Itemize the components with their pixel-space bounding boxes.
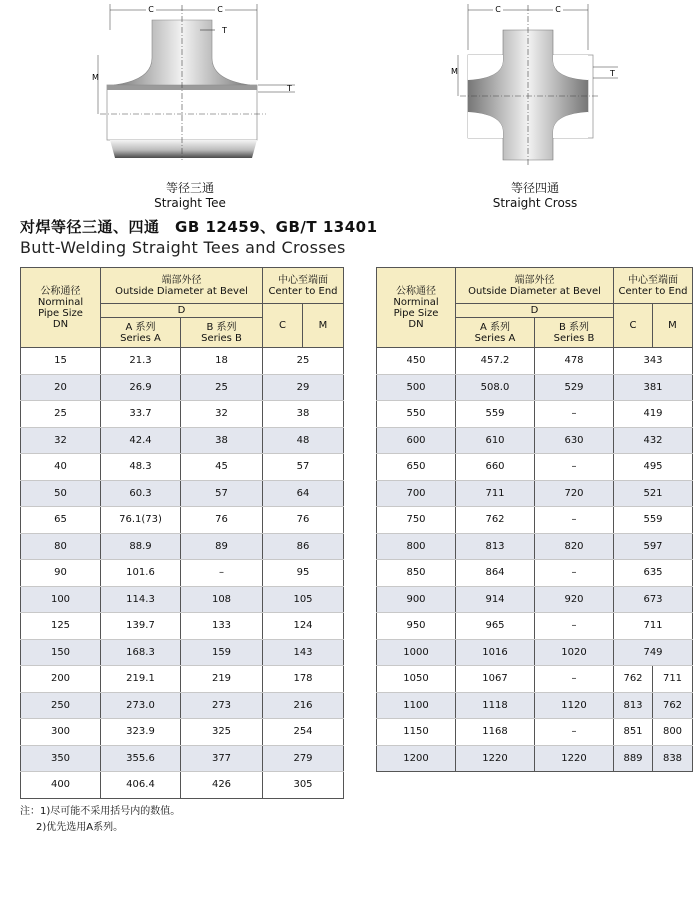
cell-c: 813 [614, 692, 653, 719]
cross-caption [475, 181, 595, 211]
cell-dn: 450 [377, 348, 456, 375]
dn-header [377, 268, 456, 348]
cell-series-a: 33.7 [101, 401, 181, 428]
ce-header-cn: 中心至端面 [278, 274, 328, 286]
cell-dn: 500 [377, 374, 456, 401]
c-header: C [614, 304, 653, 348]
cross-label-m: M [451, 67, 458, 76]
cell-c-m: 343 [614, 348, 693, 375]
cell-dn: 950 [377, 613, 456, 640]
ce-header [263, 268, 344, 304]
od-header-en: Outside Diameter at Bevel [468, 285, 601, 297]
ce-header-en: Center to End [268, 285, 338, 297]
cell-series-a: 660 [456, 454, 535, 481]
tee-label-c1: C [148, 5, 154, 14]
cell-series-b: – [535, 613, 614, 640]
cell-series-b: 38 [181, 427, 263, 454]
cross-label-t: T [610, 69, 615, 78]
cell-series-a: 406.4 [101, 772, 181, 799]
cell-series-a: 559 [456, 401, 535, 428]
right-dimension-table [376, 267, 693, 772]
table-row [21, 454, 344, 481]
table-row [377, 692, 693, 719]
cell-series-a: 457.2 [456, 348, 535, 375]
series-a-en: Series A [474, 332, 516, 344]
cell-dn: 32 [21, 427, 101, 454]
cell-dn: 300 [21, 719, 101, 746]
cell-series-b: 133 [181, 613, 263, 640]
cell-c-m: 76 [263, 507, 344, 534]
series-b-cn: B 系列 [558, 321, 590, 333]
straight-cross-drawing [448, 0, 623, 170]
series-a-header [456, 318, 535, 348]
cell-series-b: – [181, 560, 263, 587]
cell-series-b: – [535, 454, 614, 481]
table-row [21, 772, 344, 799]
cross-label-c1: C [495, 5, 501, 14]
tee-caption [130, 181, 250, 211]
cell-series-a: 1220 [456, 745, 535, 772]
cell-c-m: 749 [614, 639, 693, 666]
note-1: 注：1)尽可能不采用括号内的数值。 [20, 806, 181, 817]
tee-label-t2: T [287, 84, 292, 93]
od-header [101, 268, 263, 304]
notes [20, 804, 180, 836]
cell-series-a: 60.3 [101, 480, 181, 507]
series-a-en: Series A [120, 332, 161, 344]
title-cn: 对焊等径三通、四通 GB 12459、GB/T 13401 [20, 218, 378, 236]
cell-series-b: 18 [181, 348, 263, 375]
cell-series-b: – [535, 507, 614, 534]
table-row [21, 533, 344, 560]
table-row [21, 348, 344, 375]
table-row [21, 666, 344, 693]
cell-c-m: 216 [263, 692, 344, 719]
od-header-cn: 端部外径 [514, 274, 555, 286]
cell-series-b: 159 [181, 639, 263, 666]
series-b-en: Series B [553, 332, 595, 344]
cell-series-b: – [535, 666, 614, 693]
cell-series-a: 508.0 [456, 374, 535, 401]
cell-c-m: 178 [263, 666, 344, 693]
table-row [21, 692, 344, 719]
cell-series-a: 139.7 [101, 613, 181, 640]
dn-header-en2: Pipe Size [393, 307, 439, 319]
cell-series-a: 355.6 [101, 745, 181, 772]
cell-dn: 800 [377, 533, 456, 560]
cell-c-m: 38 [263, 401, 344, 428]
cell-series-a: 114.3 [101, 586, 181, 613]
cell-series-a: 1118 [456, 692, 535, 719]
cell-c-m: 305 [263, 772, 344, 799]
table-row [377, 507, 693, 534]
m-header: M [653, 304, 693, 348]
table-row [21, 745, 344, 772]
cell-series-b: 273 [181, 692, 263, 719]
cell-c-m: 419 [614, 401, 693, 428]
cell-dn: 125 [21, 613, 101, 640]
cell-dn: 600 [377, 427, 456, 454]
cell-series-a: 1168 [456, 719, 535, 746]
table-row [377, 560, 693, 587]
cross-label-c2: C [555, 5, 561, 14]
cell-c-m: 711 [614, 613, 693, 640]
table-row [377, 613, 693, 640]
right-table-body [377, 348, 693, 772]
cell-series-a: 88.9 [101, 533, 181, 560]
cell-series-a: 26.9 [101, 374, 181, 401]
cell-dn: 550 [377, 401, 456, 428]
cell-series-b: 76 [181, 507, 263, 534]
table-row [377, 719, 693, 746]
cell-series-a: 42.4 [101, 427, 181, 454]
table-row [377, 427, 693, 454]
table-row [21, 613, 344, 640]
od-header-cn: 端部外径 [161, 274, 202, 286]
table-row [377, 454, 693, 481]
cross-caption-en: Straight Cross [492, 196, 578, 210]
cell-series-b: 325 [181, 719, 263, 746]
cell-series-a: 168.3 [101, 639, 181, 666]
cell-m: 838 [653, 745, 693, 772]
tee-label-t1: T [222, 26, 227, 35]
table-row [21, 480, 344, 507]
cell-series-b: 25 [181, 374, 263, 401]
cell-dn: 80 [21, 533, 101, 560]
cell-series-b: 630 [535, 427, 614, 454]
table-row [377, 586, 693, 613]
cell-c-m: 597 [614, 533, 693, 560]
cell-series-b: 108 [181, 586, 263, 613]
tee-caption-en: Straight Tee [154, 196, 226, 210]
cell-dn: 350 [21, 745, 101, 772]
cell-series-b: 1020 [535, 639, 614, 666]
cell-series-b: 478 [535, 348, 614, 375]
dn-header-en1: Norminal [37, 296, 84, 308]
cell-dn: 40 [21, 454, 101, 481]
cell-c-m: 521 [614, 480, 693, 507]
cell-c-m: 95 [263, 560, 344, 587]
cell-c-m: 635 [614, 560, 693, 587]
cell-dn: 1100 [377, 692, 456, 719]
series-a-cn: A 系列 [479, 321, 511, 333]
table-row [21, 586, 344, 613]
cell-m: 711 [653, 666, 693, 693]
tee-label-c2: C [217, 5, 223, 14]
cell-c-m: 559 [614, 507, 693, 534]
cell-dn: 250 [21, 692, 101, 719]
c-header: C [263, 304, 303, 348]
cell-series-b: 720 [535, 480, 614, 507]
dn-header-cn: 公称通径 [40, 285, 81, 297]
cell-dn: 850 [377, 560, 456, 587]
cell-c-m: 57 [263, 454, 344, 481]
cell-series-a: 48.3 [101, 454, 181, 481]
cell-dn: 150 [21, 639, 101, 666]
dn-header-en2: Pipe Size [38, 307, 83, 319]
series-a-header [101, 318, 181, 348]
cell-series-a: 21.3 [101, 348, 181, 375]
cell-m: 762 [653, 692, 693, 719]
d-header: D [456, 304, 614, 318]
cell-dn: 650 [377, 454, 456, 481]
table-row [377, 401, 693, 428]
cell-series-a: 273.0 [101, 692, 181, 719]
cell-series-b: 219 [181, 666, 263, 693]
cell-dn: 200 [21, 666, 101, 693]
cell-c: 889 [614, 745, 653, 772]
cell-c-m: 143 [263, 639, 344, 666]
cell-series-a: 864 [456, 560, 535, 587]
dn-header-en3: DN [52, 318, 69, 330]
cell-c-m: 432 [614, 427, 693, 454]
cell-series-a: 101.6 [101, 560, 181, 587]
dn-header-en3: DN [408, 318, 424, 330]
table-row [21, 639, 344, 666]
od-header-en: Outside Diameter at Bevel [115, 285, 248, 297]
cell-dn: 20 [21, 374, 101, 401]
od-header [456, 268, 614, 304]
table-row [21, 401, 344, 428]
cell-series-b: 1120 [535, 692, 614, 719]
series-a-cn: A 系列 [125, 321, 156, 333]
cell-series-b: 920 [535, 586, 614, 613]
cell-series-a: 323.9 [101, 719, 181, 746]
tee-label-m: M [92, 73, 99, 82]
series-b-en: Series B [201, 332, 242, 344]
cell-c-m: 381 [614, 374, 693, 401]
ce-header-en: Center to End [618, 285, 688, 297]
cell-series-a: 1067 [456, 666, 535, 693]
cell-series-b: 57 [181, 480, 263, 507]
cell-dn: 50 [21, 480, 101, 507]
cell-series-a: 914 [456, 586, 535, 613]
cell-dn: 100 [21, 586, 101, 613]
cell-c-m: 64 [263, 480, 344, 507]
cell-c-m: 495 [614, 454, 693, 481]
table-row [21, 374, 344, 401]
cell-dn: 750 [377, 507, 456, 534]
cell-series-a: 219.1 [101, 666, 181, 693]
dn-header [21, 268, 101, 348]
title-en: Butt-Welding Straight Tees and Crosses [20, 238, 346, 257]
cell-c-m: 105 [263, 586, 344, 613]
table-row [377, 480, 693, 507]
cell-c-m: 25 [263, 348, 344, 375]
cell-series-b: – [535, 560, 614, 587]
cell-series-a: 1016 [456, 639, 535, 666]
tee-caption-cn: 等径三通 [165, 181, 214, 195]
cell-c: 762 [614, 666, 653, 693]
dn-header-cn: 公称通径 [396, 285, 436, 297]
cell-series-a: 965 [456, 613, 535, 640]
cell-dn: 25 [21, 401, 101, 428]
table-row [21, 560, 344, 587]
cross-caption-cn: 等径四通 [510, 181, 559, 195]
table-row [377, 666, 693, 693]
cell-series-b: 426 [181, 772, 263, 799]
cell-series-b: 529 [535, 374, 614, 401]
table-row [377, 745, 693, 772]
cell-series-b: – [535, 719, 614, 746]
table-row [21, 427, 344, 454]
m-header: M [303, 304, 344, 348]
cell-c-m: 279 [263, 745, 344, 772]
cell-dn: 1050 [377, 666, 456, 693]
cell-c-m: 48 [263, 427, 344, 454]
series-b-header [181, 318, 263, 348]
cell-series-b: 45 [181, 454, 263, 481]
straight-tee-drawing [90, 0, 300, 170]
cell-dn: 15 [21, 348, 101, 375]
dn-header-en1: Norminal [393, 296, 439, 308]
cell-dn: 65 [21, 507, 101, 534]
cell-series-b: 820 [535, 533, 614, 560]
cell-series-a: 762 [456, 507, 535, 534]
cell-series-b: 89 [181, 533, 263, 560]
cell-series-b: 1220 [535, 745, 614, 772]
series-b-header [535, 318, 614, 348]
cell-dn: 1200 [377, 745, 456, 772]
cell-series-a: 610 [456, 427, 535, 454]
cell-dn: 400 [21, 772, 101, 799]
cell-c-m: 673 [614, 586, 693, 613]
cell-series-b: – [535, 401, 614, 428]
cell-dn: 900 [377, 586, 456, 613]
table-row [377, 533, 693, 560]
cell-c-m: 29 [263, 374, 344, 401]
cell-m: 800 [653, 719, 693, 746]
table-row [21, 719, 344, 746]
cell-dn: 700 [377, 480, 456, 507]
table-row [377, 374, 693, 401]
cell-c-m: 86 [263, 533, 344, 560]
cell-c-m: 124 [263, 613, 344, 640]
left-dimension-table [20, 267, 344, 799]
d-header: D [101, 304, 263, 318]
ce-header [614, 268, 693, 304]
cell-series-b: 32 [181, 401, 263, 428]
table-row [377, 639, 693, 666]
series-b-cn: B 系列 [206, 321, 237, 333]
ce-header-cn: 中心至端面 [628, 274, 678, 286]
cell-dn: 1150 [377, 719, 456, 746]
cell-dn: 90 [21, 560, 101, 587]
cell-series-a: 711 [456, 480, 535, 507]
cell-dn: 1000 [377, 639, 456, 666]
cell-series-a: 813 [456, 533, 535, 560]
left-table-body [21, 348, 344, 799]
cell-series-a: 76.1(73) [101, 507, 181, 534]
cell-series-b: 377 [181, 745, 263, 772]
note-2: 2)优先选用A系列。 [36, 822, 124, 833]
table-row [377, 348, 693, 375]
cell-c: 851 [614, 719, 653, 746]
cell-c-m: 254 [263, 719, 344, 746]
table-row [21, 507, 344, 534]
